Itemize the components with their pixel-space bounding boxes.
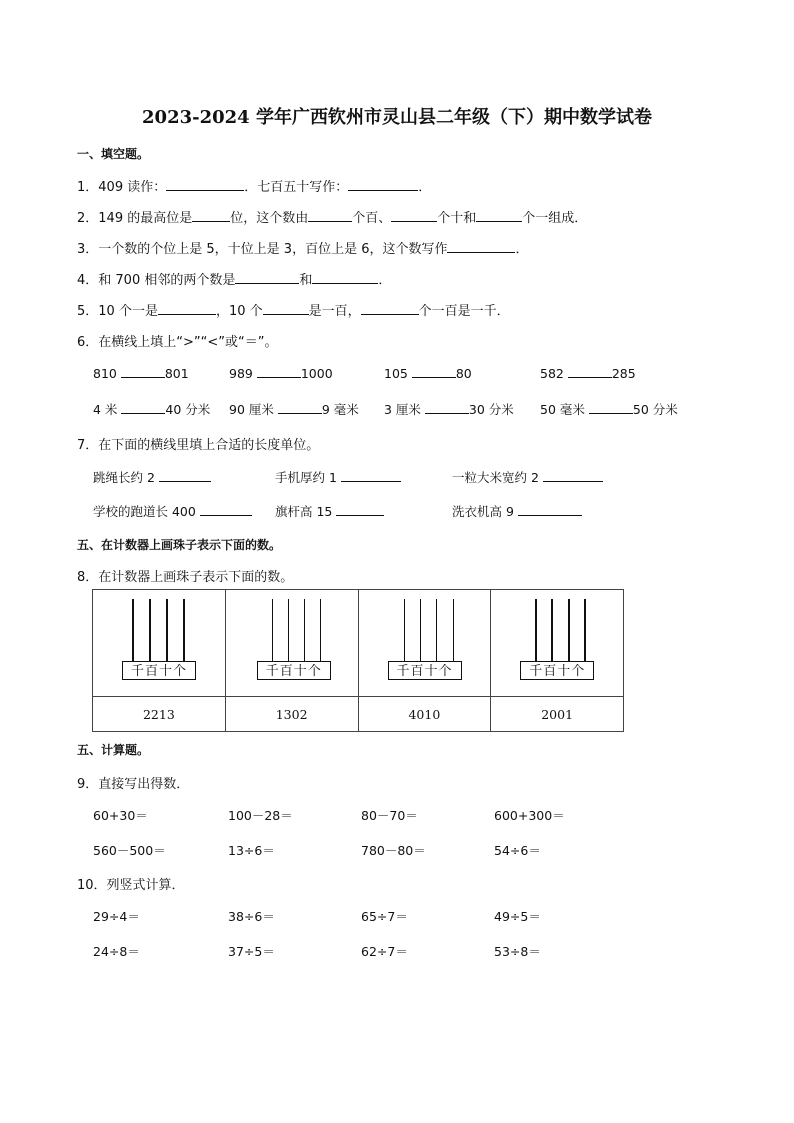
page-title: 2023-2024 学年广西钦州市灵山县二年级（下）期中数学试卷: [142, 107, 652, 128]
unit-blank[interactable]: [341, 469, 401, 482]
compare-item: [93, 365, 189, 381]
abacus-rod: [535, 599, 537, 661]
abacus-rod: [132, 599, 134, 661]
abacus-rod: [551, 599, 553, 661]
unit-item: [93, 502, 252, 520]
unit-item-text: 洗衣机高 9: [452, 504, 514, 519]
compare-right: 285: [611, 366, 636, 381]
abacus-number: 2213: [93, 697, 226, 732]
unit-blank[interactable]: [518, 503, 582, 516]
compare-left: 810: [93, 366, 117, 381]
abacus-rod: [420, 599, 422, 661]
calc-item: 53÷8＝: [494, 944, 541, 959]
q1-text-b: ．七百五十写作：: [244, 180, 349, 195]
section-calc-heading: 五、计算题。: [77, 743, 150, 757]
q1-text-a: 1．409 读作：: [77, 180, 167, 195]
q3-text-a: 3．一个数的个位上是 5，十位上是 3，百位上是 6，这个数写作: [77, 242, 448, 257]
compare-blank[interactable]: [425, 401, 469, 414]
abacus-rod: [166, 599, 168, 661]
abacus-cell[interactable]: [358, 590, 491, 697]
calc-item: 780－80＝: [361, 843, 426, 858]
abacus-cell[interactable]: [225, 590, 358, 697]
question-10-stem: 10．列竖式计算．: [77, 878, 185, 893]
answer-blank[interactable]: [235, 271, 299, 284]
abacus-rod: [288, 599, 290, 661]
calc-item: 49÷5＝: [494, 909, 541, 924]
abacus-number: 2001: [491, 697, 624, 732]
answer-blank[interactable]: [476, 209, 522, 222]
answer-blank[interactable]: [391, 209, 437, 222]
abacus-rod: [584, 599, 586, 661]
compare-left: 50 毫米: [540, 402, 585, 417]
q5-text-d: 个一百是一千．: [418, 304, 510, 319]
q3-text-b: ．: [515, 242, 529, 257]
compare-left: 4 米: [93, 402, 118, 417]
q2-text-a: 2．149 的最高位是: [77, 211, 193, 226]
abacus-rod: [320, 599, 322, 661]
calc-item: 37÷5＝: [228, 944, 275, 959]
question-4: [77, 269, 391, 288]
compare-right: 30 分米: [468, 402, 514, 417]
abacus-rod: [304, 599, 306, 661]
q4-text-b: 和: [299, 273, 313, 288]
abacus-rod: [272, 599, 274, 661]
answer-blank[interactable]: [166, 178, 244, 191]
question-2: [77, 207, 587, 226]
place-value-label: 千百十个: [388, 661, 462, 680]
unit-item: [275, 502, 384, 520]
compare-right: 40 分米: [165, 402, 211, 417]
abacus-rod: [149, 599, 151, 661]
abacus-rod: [183, 599, 185, 661]
compare-right: 50 分米: [632, 402, 678, 417]
compare-right: 801: [164, 366, 189, 381]
section-fill-heading: 一、填空题。: [77, 147, 150, 161]
unit-blank[interactable]: [159, 469, 211, 482]
calc-item: 100－28＝: [228, 808, 293, 823]
answer-blank[interactable]: [192, 209, 230, 222]
compare-item: [384, 365, 472, 381]
abacus-cell[interactable]: [491, 590, 624, 697]
q4-text-a: 4．和 700 相邻的两个数是: [77, 273, 236, 288]
question-3: [77, 238, 529, 257]
calc-item: 29÷4＝: [93, 909, 140, 924]
unit-item: [452, 502, 582, 520]
question-5: [77, 300, 510, 319]
abacus-rod: [453, 599, 455, 661]
compare-blank[interactable]: [121, 365, 165, 378]
abacus-number: 1302: [225, 697, 358, 732]
abacus-cell[interactable]: [93, 590, 226, 697]
compare-item: [540, 365, 636, 381]
compare-blank[interactable]: [412, 365, 456, 378]
unit-item: [275, 468, 401, 486]
compare-right: 9 毫米: [321, 402, 359, 417]
abacus-rod: [568, 599, 570, 661]
section-abacus-heading: 五、在计数器上画珠子表示下面的数。: [77, 538, 282, 552]
calc-item: 600+300＝: [494, 808, 565, 823]
compare-blank[interactable]: [121, 401, 165, 414]
calc-item: 80－70＝: [361, 808, 418, 823]
place-value-label: 千百十个: [122, 661, 196, 680]
unit-item-text: 手机厚约 1: [275, 470, 337, 485]
calc-item: 13÷6＝: [228, 843, 275, 858]
q4-text-c: ．: [378, 273, 392, 288]
q5-text-b: ，10 个: [215, 304, 263, 319]
compare-right: 1000: [300, 366, 333, 381]
q2-text-e: 个一组成．: [522, 211, 588, 226]
compare-right: 80: [455, 366, 472, 381]
unit-item-text: 旗杆高 15: [275, 504, 333, 519]
q2-text-b: 位，这个数由: [230, 211, 309, 226]
answer-blank[interactable]: [447, 240, 515, 253]
calc-item: 560－500＝: [93, 843, 166, 858]
question-8-stem: 8．在计数器上画珠子表示下面的数。: [77, 570, 294, 585]
compare-item: [229, 365, 333, 381]
calc-item: 24÷8＝: [93, 944, 140, 959]
unit-blank[interactable]: [200, 503, 252, 516]
q5-text-c: 是一百，: [308, 304, 361, 319]
unit-item: [452, 468, 603, 486]
compare-left: 90 厘米: [229, 402, 274, 417]
unit-item: [93, 468, 211, 486]
calc-item: 60+30＝: [93, 808, 148, 823]
compare-item: [384, 400, 514, 418]
q2-text-d: 个十和: [437, 211, 477, 226]
answer-blank[interactable]: [348, 178, 418, 191]
compare-blank[interactable]: [568, 365, 612, 378]
compare-blank[interactable]: [257, 365, 301, 378]
question-6-stem: 6．在横线上填上“>”“<”或“＝”。: [77, 335, 278, 350]
question-9-stem: 9．直接写出得数．: [77, 777, 190, 792]
unit-blank[interactable]: [543, 469, 603, 482]
q5-text-a: 5．10 个一是: [77, 304, 158, 319]
calc-item: 38÷6＝: [228, 909, 275, 924]
answer-blank[interactable]: [361, 302, 419, 315]
compare-left: 582: [540, 366, 564, 381]
compare-left: 3 厘米: [384, 402, 421, 417]
answer-blank[interactable]: [263, 302, 309, 315]
calc-item: 54÷6＝: [494, 843, 541, 858]
compare-item: [93, 400, 210, 418]
q1-text-c: ．: [418, 180, 432, 195]
question-1: [77, 176, 431, 195]
answer-blank[interactable]: [158, 302, 216, 315]
compare-left: 105: [384, 366, 408, 381]
answer-blank[interactable]: [312, 271, 378, 284]
unit-item-text: 一粒大米宽约 2: [452, 470, 539, 485]
unit-item-text: 学校的跑道长 400: [93, 504, 196, 519]
abacus-rod: [404, 599, 406, 661]
question-7-stem: 7．在下面的横线里填上合适的长度单位。: [77, 438, 320, 453]
abacus-table: [92, 589, 624, 732]
compare-item: [229, 400, 359, 418]
answer-blank[interactable]: [308, 209, 352, 222]
abacus-number: 4010: [358, 697, 491, 732]
compare-left: 989: [229, 366, 253, 381]
unit-blank[interactable]: [336, 503, 384, 516]
q2-text-c: 个百、: [352, 211, 392, 226]
compare-blank[interactable]: [278, 401, 322, 414]
unit-item-text: 跳绳长约 2: [93, 470, 155, 485]
place-value-label: 千百十个: [520, 661, 594, 680]
calc-item: 65÷7＝: [361, 909, 408, 924]
place-value-label: 千百十个: [257, 661, 331, 680]
calc-item: 62÷7＝: [361, 944, 408, 959]
compare-blank[interactable]: [589, 401, 633, 414]
abacus-rod: [436, 599, 438, 661]
compare-item: [540, 400, 678, 418]
